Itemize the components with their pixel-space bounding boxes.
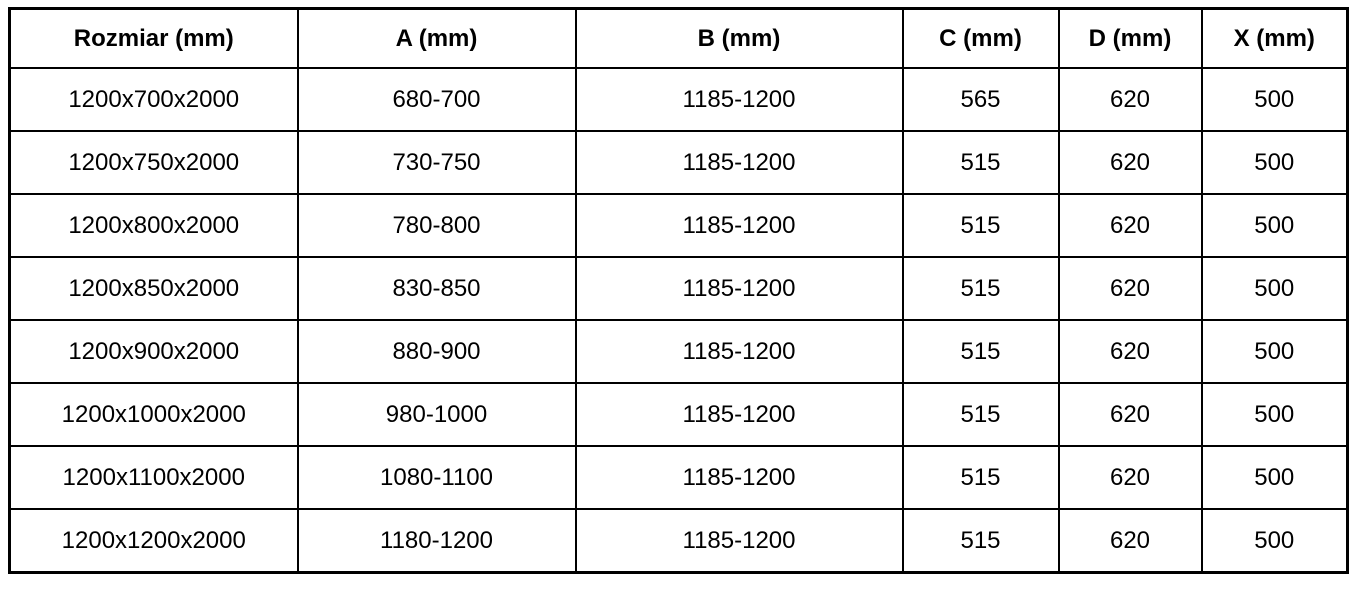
cell-x: 500 — [1202, 383, 1348, 446]
cell-d: 620 — [1059, 320, 1202, 383]
cell-d: 620 — [1059, 446, 1202, 509]
cell-rozmiar: 1200x900x2000 — [10, 320, 298, 383]
cell-b: 1185-1200 — [576, 257, 903, 320]
cell-b: 1185-1200 — [576, 194, 903, 257]
cell-x: 500 — [1202, 509, 1348, 573]
cell-rozmiar: 1200x800x2000 — [10, 194, 298, 257]
cell-c: 515 — [903, 131, 1059, 194]
cell-rozmiar: 1200x750x2000 — [10, 131, 298, 194]
table-row — [10, 68, 1348, 131]
cell-a: 680-700 — [298, 68, 576, 131]
cell-d: 620 — [1059, 131, 1202, 194]
column-header-x: X (mm) — [1202, 9, 1348, 69]
cell-b: 1185-1200 — [576, 446, 903, 509]
cell-d: 620 — [1059, 257, 1202, 320]
table-row — [10, 194, 1348, 257]
cell-c: 515 — [903, 194, 1059, 257]
cell-d: 620 — [1059, 383, 1202, 446]
cell-d: 620 — [1059, 68, 1202, 131]
column-header-rozmiar: Rozmiar (mm) — [10, 9, 298, 69]
cell-c: 515 — [903, 509, 1059, 573]
cell-c: 515 — [903, 446, 1059, 509]
cell-c: 515 — [903, 257, 1059, 320]
column-header-b: B (mm) — [576, 9, 903, 69]
column-header-a: A (mm) — [298, 9, 576, 69]
column-header-d: D (mm) — [1059, 9, 1202, 69]
cell-c: 515 — [903, 383, 1059, 446]
cell-b: 1185-1200 — [576, 383, 903, 446]
cell-a: 1080-1100 — [298, 446, 576, 509]
cell-a: 980-1000 — [298, 383, 576, 446]
cell-b: 1185-1200 — [576, 131, 903, 194]
cell-a: 780-800 — [298, 194, 576, 257]
cell-rozmiar: 1200x700x2000 — [10, 68, 298, 131]
table-row — [10, 320, 1348, 383]
column-header-c: C (mm) — [903, 9, 1059, 69]
cell-b: 1185-1200 — [576, 68, 903, 131]
cell-a: 1180-1200 — [298, 509, 576, 573]
cell-a: 730-750 — [298, 131, 576, 194]
cell-c: 515 — [903, 320, 1059, 383]
cell-c: 565 — [903, 68, 1059, 131]
cell-x: 500 — [1202, 320, 1348, 383]
cell-x: 500 — [1202, 68, 1348, 131]
cell-rozmiar: 1200x850x2000 — [10, 257, 298, 320]
cell-d: 620 — [1059, 194, 1202, 257]
cell-rozmiar: 1200x1200x2000 — [10, 509, 298, 573]
cell-rozmiar: 1200x1000x2000 — [10, 383, 298, 446]
cell-x: 500 — [1202, 131, 1348, 194]
table-row — [10, 509, 1348, 573]
cell-d: 620 — [1059, 509, 1202, 573]
header-row — [10, 9, 1348, 69]
size-spec-table — [8, 7, 1349, 574]
cell-x: 500 — [1202, 194, 1348, 257]
table-row — [10, 257, 1348, 320]
cell-b: 1185-1200 — [576, 320, 903, 383]
table-row — [10, 131, 1348, 194]
cell-x: 500 — [1202, 446, 1348, 509]
cell-x: 500 — [1202, 257, 1348, 320]
table-row — [10, 383, 1348, 446]
table-row — [10, 446, 1348, 509]
cell-b: 1185-1200 — [576, 509, 903, 573]
cell-a: 880-900 — [298, 320, 576, 383]
cell-a: 830-850 — [298, 257, 576, 320]
cell-rozmiar: 1200x1100x2000 — [10, 446, 298, 509]
